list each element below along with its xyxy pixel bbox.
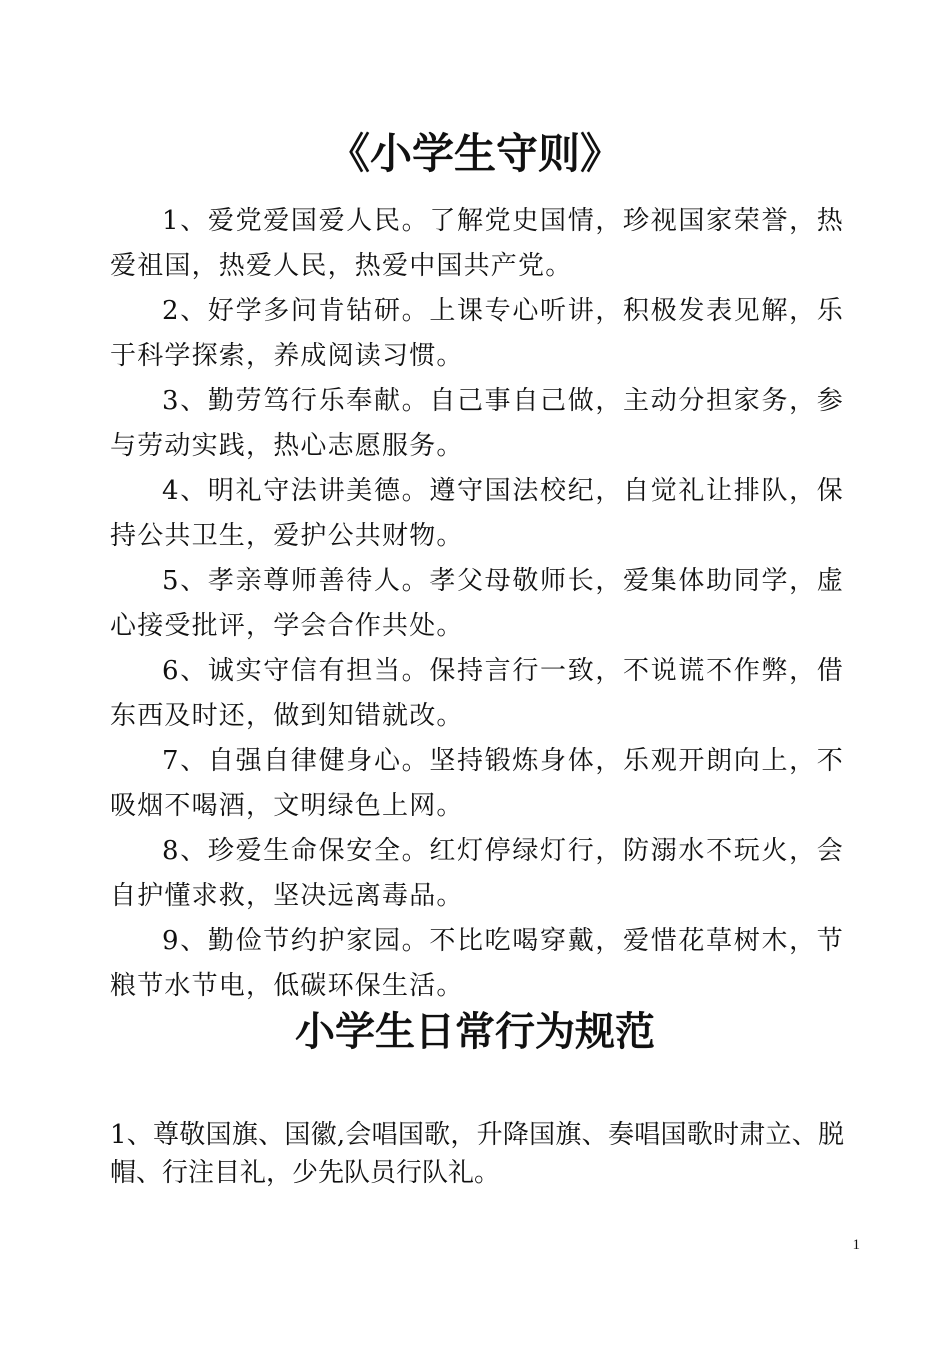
rule-item: 4、明礼守法讲美德。遵守国法校纪，自觉礼让排队，保持公共卫生，爱护公共财物。	[110, 476, 844, 551]
rule-item: 7、自强自律健身心。坚持锻炼身体，乐观开朗向上，不吸烟不喝酒，文明绿色上网。	[110, 746, 844, 821]
rule-item: 8、珍爱生命保安全。红灯停绿灯行，防溺水不玩火，会自护懂求救，坚决远离毒品。	[110, 836, 844, 911]
page-number: 1	[852, 1237, 860, 1253]
section-title: 小学生日常行为规范	[295, 1009, 655, 1055]
rule-item: 2、好学多问肯钻研。上课专心听讲，积极发表见解，乐于科学探索，养成阅读习惯。	[110, 296, 844, 371]
rule-item: 1、爱党爱国爱人民。了解党史国情，珍视国家荣誉，热爱祖国，热爱人民，热爱中国共产党。	[110, 206, 844, 281]
norms-list	[110, 1116, 844, 1192]
norm-item: 1、尊敬国旗、国徽,会唱国歌，升降国旗、奏唱国歌时肃立、脱帽、行注目礼，少先队员行队礼。	[110, 1120, 844, 1188]
rule-item: 9、勤俭节约护家园。不比吃喝穿戴，爱惜花草树木，节粮节水节电，低碳环保生活。	[110, 926, 844, 1001]
rule-item: 5、孝亲尊师善待人。孝父母敬师长，爱集体助同学，虚心接受批评，学会合作共处。	[110, 566, 844, 641]
rules-list	[110, 199, 844, 1009]
rule-item: 6、诚实守信有担当。保持言行一致，不说谎不作弊，借东西及时还，做到知错就改。	[110, 656, 844, 731]
document-title: 《小学生守则》	[327, 129, 622, 178]
rule-item: 3、勤劳笃行乐奉献。自己事自己做，主动分担家务，参与劳动实践，热心志愿服务。	[110, 386, 844, 461]
